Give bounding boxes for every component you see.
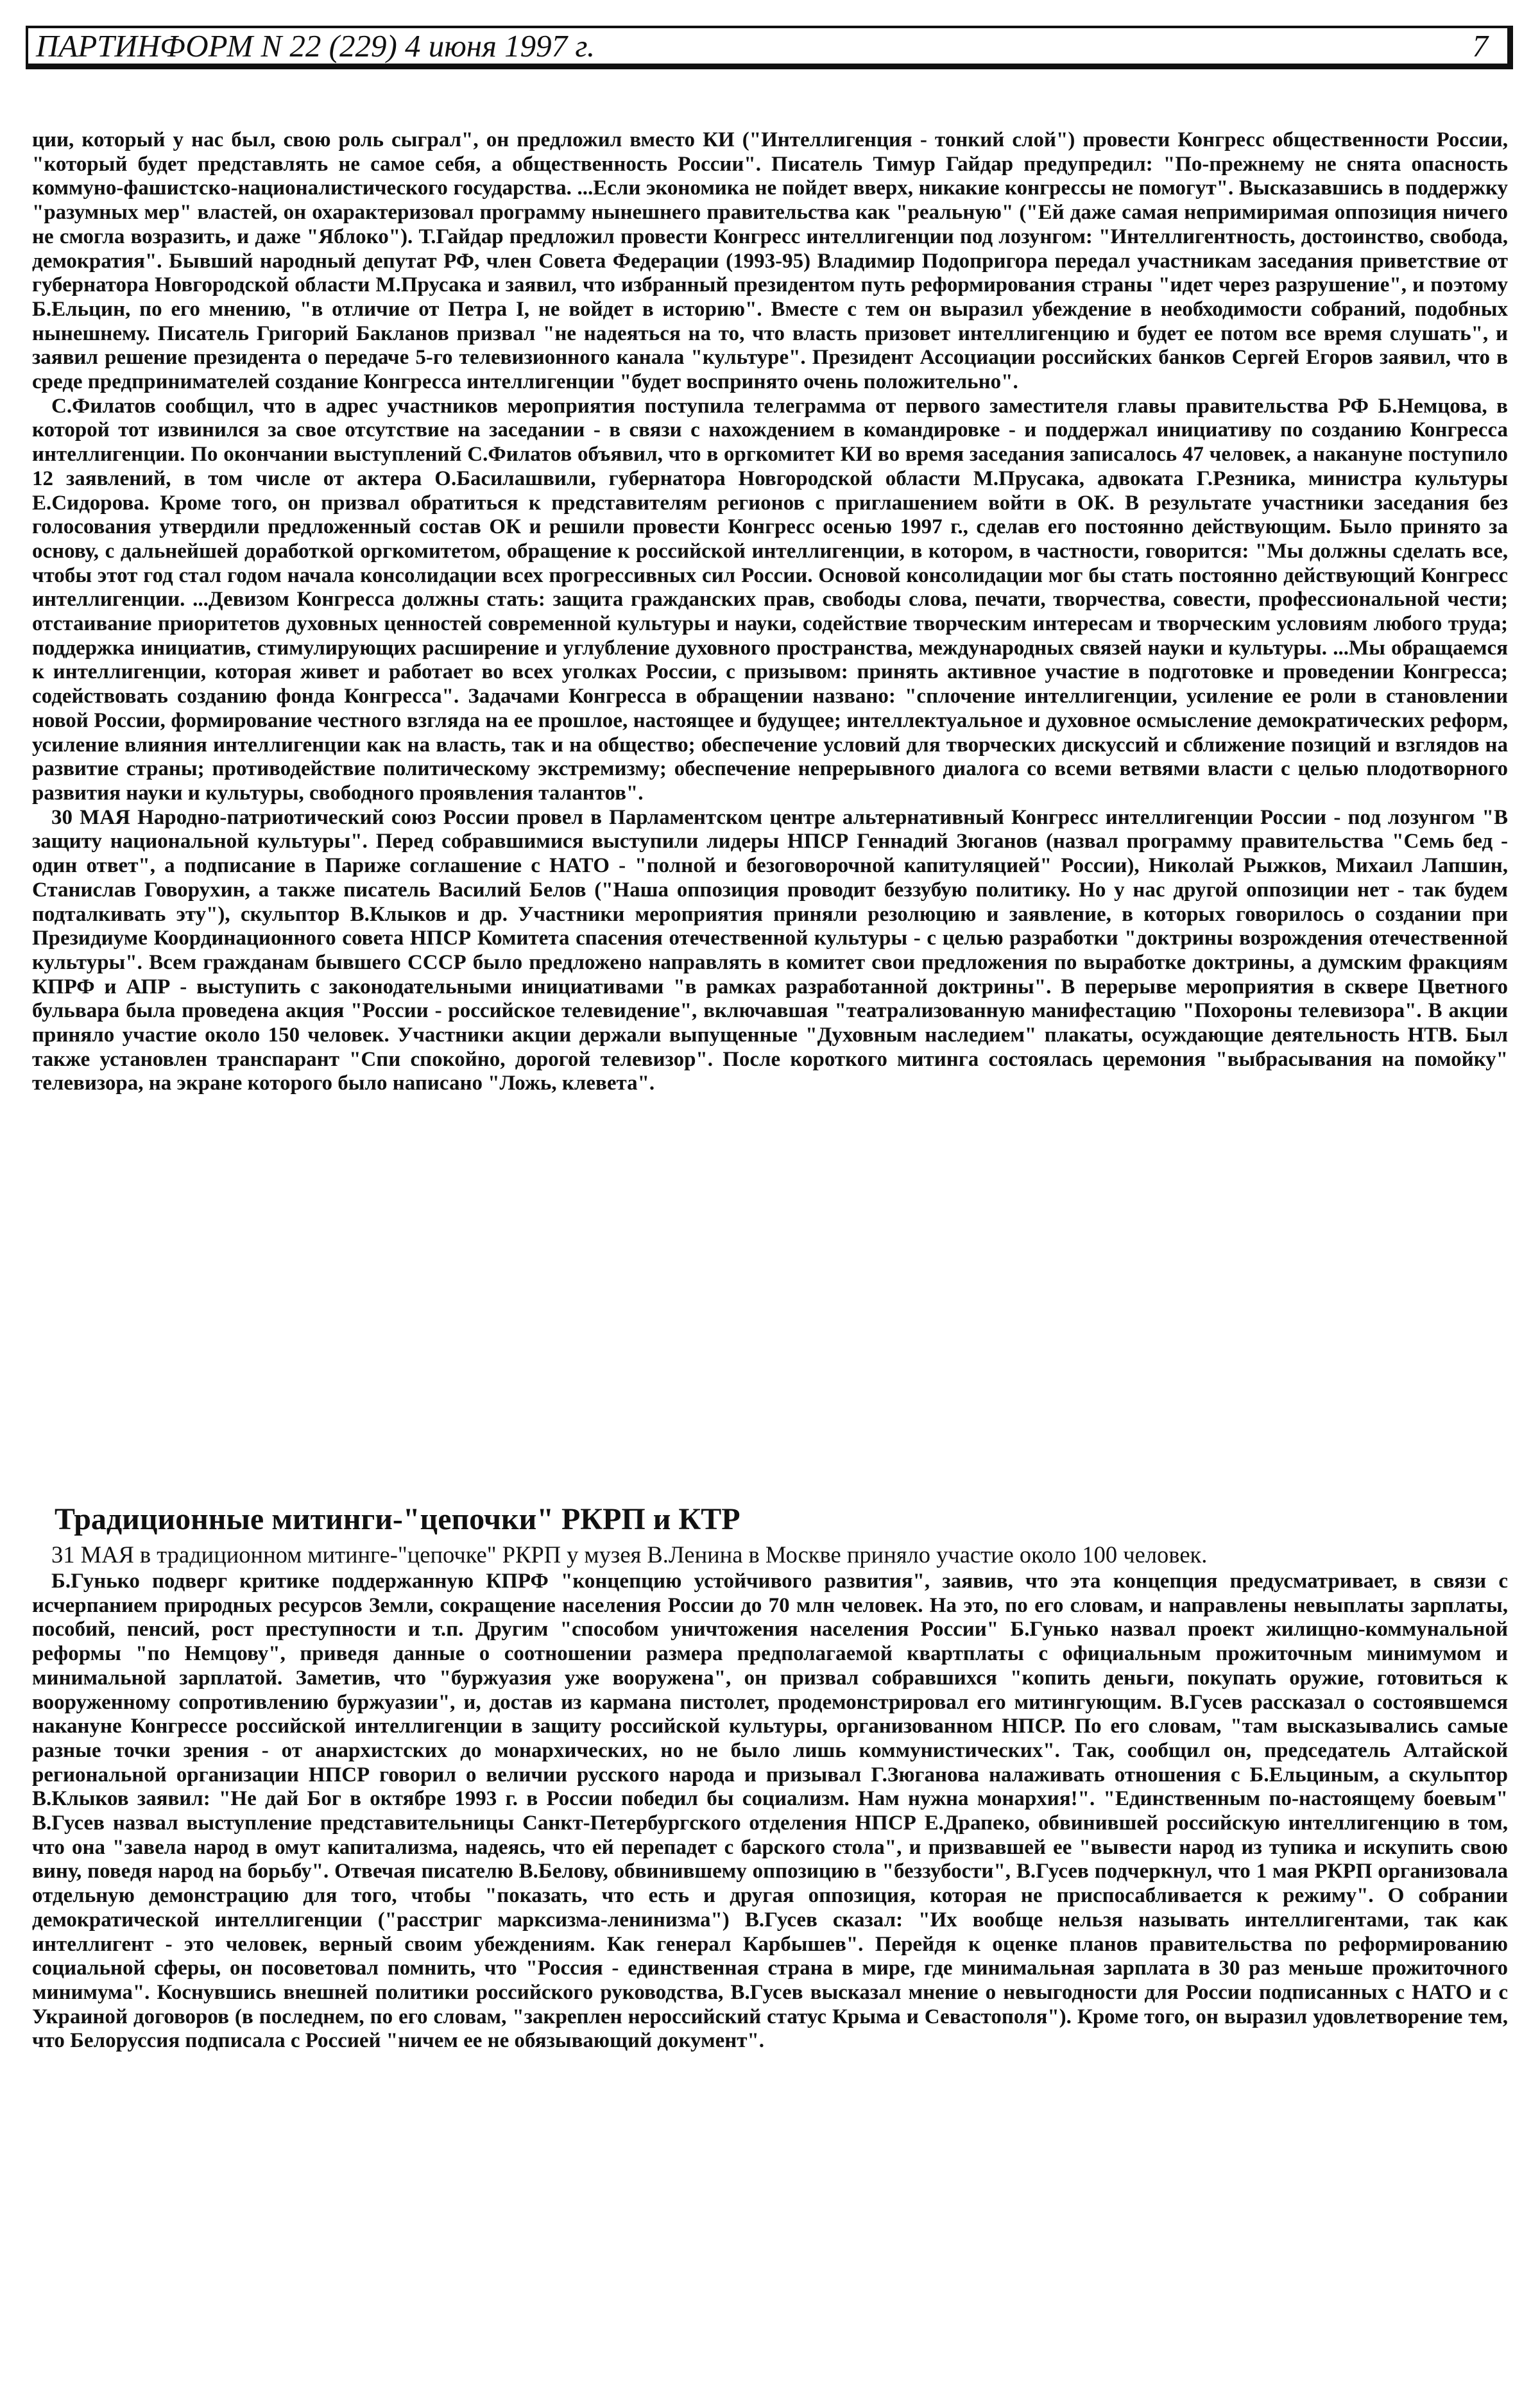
article-body: [32, 128, 1508, 1096]
section-title: Традиционные митинги-"цепочки" РКРП и КТР: [55, 1502, 740, 1536]
page-header: [26, 26, 1513, 69]
article-paragraph: ции, который у нас был, свою роль сыграл", он предложил вместо КИ ("Интеллигенция - тонкий слой") провести Конгресс общественности России, "который будет представлять не самое себя, а общественность России". Писатель Тимур Гайдар предупредил: "По-прежнему не снята опасность коммуно-фашистско-националистического государства. ...Если экономика не пойдет вверх, никакие конгрессы не помогут". Высказавшись в поддержку "разумных мер" властей, он охарактеризовал программу нынешнего правительства как "реальную" ("Ей даже самая непримиримая оппозиция ничего не смогла возразить, и даже "Яблоко"). Т.Гайдар предложил провести Конгресс интеллигенции под лозунгом: "Интеллигентность, достоинство, свобода, демократия". Бывший народный депутат РФ, член Совета Федерации (1993-95) Владимир Подопригора передал участникам заседания приветствие от губернатора Новгородской области М.Прусака и заявил, что избранный президентом путь реформирования страны "идет через разрушение", и поэтому Б.Ельцин, по его мнению, "в отличие от Петра I, не войдет в историю". Вместе с тем он выразил убеждение в необходимости собраний, подобных нынешнему. Писатель Григорий Бакланов призвал "не надеяться на то, что власть призовет интеллигенцию и будет ее потом все время слушать", и заявил решение президента о передаче 5-го телевизионного канала "культуре". Президент Ассоциации российских банков Сергей Егоров заявил, что в среде предпринимателей создание Конгресса интеллигенции "будет воспринято очень положительно".: [32, 128, 1508, 394]
section-paragraph: Б.Гунько подверг критике поддержанную КПРФ "концепцию устойчивого развития", заявив, что эта концепция предусматривает, в связи с исчерпанием природных ресурсов Земли, сокращение населения России до 70 млн человек. На это, по его словам, и направлены невыплаты зарплаты, пособий, пенсий, рост преступности и т.п. Другим "способом уничтожения населения России" Б.Гунько назвал проект жилищно-коммунальной реформы "по Немцову", приведя данные о соотношении размера предполагаемой квартплаты с официальным прожиточным минимумом и минимальной зарплатой. Заметив, что "буржуазия уже вооружена", он призвал собравшихся "копить деньги, покупать оружие, готовиться к вооруженному сопротивлению буржуазии", и, достав из кармана пистолет, продемонстрировал его митингующим. В.Гусев рассказал о состоявшемся накануне Конгрессе российской интеллигенции в защиту российской культуры, организованном НПСР. По его словам, "там высказывались самые разные точки зрения - от анархистских до монархических, но не было лишь коммунистических". Так, сообщил он, председатель Алтайской региональной организации НПСР говорил о величии русского народа и призывал Г.Зюганова налаживать отношения с Б.Ельциным, а скульптор В.Клыков заявил: "Не дай Бог в октябре 1993 г. в России победил бы социализм. Нам нужна монархия!". "Единственным по-настоящему боевым" В.Гусев назвал выступление представительницы Санкт-Петербургского отделения НПСР Е.Драпеко, обвинившей российскую интеллигенцию в том, что она "завела народ в омут капитализма, надеясь, что ей перепадет с барского стола", и призвавшей ее "вывести народ из тупика и искупить свою вину, поведя народ на борьбу". Отвечая писателю В.Белову, обвинившему оппозицию в "беззубости", В.Гусев подчеркнул, что 1 мая РКРП организовала отдельную демонстрацию для того, чтобы "показать, что есть и другая оппозиция, которая не приспосабливается к режиму". О собрании демократической интеллигенции ("расстриг марксизма-ленинизма") В.Гусев сказал: "Их вообще нельзя называть интеллигентами, так как интеллигент - это человек, верный своим убеждениям. Как генерал Карбышев". Перейдя к оценке планов правительства по реформированию социальной сферы, он посоветовал помнить, что "Россия - единственная страна в мире, где минимальная зарплата в 30 раз меньше прожиточного минимума". Коснувшись внешней политики российского руководства, В.Гусев высказал мнение о невыгодности для России подписанных с НАТО и с Украиной договоров (в последнем, по его словам, "закреплен нероссийский статус Крыма и Севастополя"). Кроме того, он выразил удовлетворение тем, что Белоруссия подписала с Россией "ничем ее не обязывающий документ".: [32, 1570, 1508, 2053]
article-paragraph: 30 МАЯ Народно-патриотический союз России провел в Парламентском центре альтернативный Конгресс интеллигенции России - под лозунгом "В защиту национальной культуры". Перед собравшимися выступили лидеры НПСР Геннадий Зюганов (назвал программу правительства "Семь бед - один ответ", а подписание в Париже соглашение с НАТО - "полной и безоговорочной капитуляцией" России), Николай Рыжков, Михаил Лапшин, Станислав Говорухин, а также писатель Василий Белов ("Наша оппозиция проводит беззубую политику. Но у нас другой оппозиции нет - так будем подталкивать эту"), скульптор В.Клыков и др. Участники мероприятия приняли резолюцию и заявление, в которых говорилось о создании при Президиуме Координационного совета НПСР Комитета спасения отечественной культуры - с целью разработки "доктрины возрождения отечественной культуры". Всем гражданам бывшего СССР было предложено направлять в комитет свои предложения по выработке доктрины, а думским фракциям КПРФ и АПР - выступить с законодательными инициативами "в рамках разработанной доктрины". В перерыве мероприятия в сквере Цветного бульвара была проведена акция "России - российское телевидение", включавшая "театрализованную манифестацию "Похороны телевизора". В акции приняло участие около 150 человек. Участники акции держали выпущенные "Духовным наследием" плакаты, осуждающие деятельность НТВ. Был также установлен транспарант "Спи спокойно, дорогой телевизор". После короткого митинга состоялась церемония "выбрасывания на помойку" телевизора, на экране которого было написано "Ложь, клевета".: [32, 805, 1508, 1095]
section-lead: 31 МАЯ в традиционном митинге-"цепочке" РКРП у музея В.Ленина в Москве приняло участие около 100 человек.: [51, 1541, 1208, 1568]
page-number: 7: [1472, 28, 1488, 64]
section-body: [32, 1570, 1508, 2053]
publication-title: ПАРТИНФОРМ N 22 (229) 4 июня 1997 г.: [36, 28, 595, 64]
article-paragraph: С.Филатов сообщил, что в адрес участников мероприятия поступила телеграмма от первого заместителя главы правительства РФ Б.Немцова, в которой тот извинился за свое отсутствие на заседании - в связи с нахождением в командировке - и поддержал инициативу по созданию Конгресса интеллигенции. По окончании выступлений С.Филатов объявил, что в оргкомитет КИ во время заседания записалось 47 человек, а накануне поступило 12 заявлений, в том числе от актера О.Басилашвили, губернатора Новгородской области М.Прусака, адвоката Г.Резника, министра культуры Е.Сидорова. Кроме того, он призвал обратиться к представителям регионов с приглашением войти в ОК. В результате участники заседания без голосования утвердили предложенный состав ОК и решили провести Конгресс осенью 1997 г., сделав его постоянно действующим. Было принято за основу, с дальнейшей доработкой оргкомитетом, обращение к российской интеллигенции, в котором, в частности, говорится: "Мы должны сделать все, чтобы этот год стал годом начала консолидации всех прогрессивных сил России. Основой консолидации мог бы стать постоянно действующий Конгресс интеллигенции. ...Девизом Конгресса должны стать: защита гражданских прав, свободы слова, печати, творчества, совести, профессиональной чести; отстаивание приоритетов духовных ценностей современной культуры и науки, содействие творческим интересам и творческим условиям любого труда; поддержка инициатив, стимулирующих расширение и углубление духовного пространства, международных связей науки и культуры. ...Мы обращаемся к интеллигенции, которая живет и работает во всех уголках России, с призывом: принять активное участие в подготовке и проведении Конгресса; содействовать созданию фонда Конгресса". Задачами Конгресса в обращении названо: "сплочение интеллигенции, усиление ее роли в становлении новой России, формирование честного взгляда на ее прошлое, настоящее и будущее; интеллектуальное и духовное осмысление демократических реформ, усиление влияния интеллигенции как на власть, так и на общество; обеспечение условий для творческих дискуссий и сближение позиций и взглядов на развитие страны; противодействие политическому экстремизму; обеспечение непрерывного диалога со всеми ветвями власти с целью плодотворного развития науки и культуры, свободного проявления талантов".: [32, 394, 1508, 805]
